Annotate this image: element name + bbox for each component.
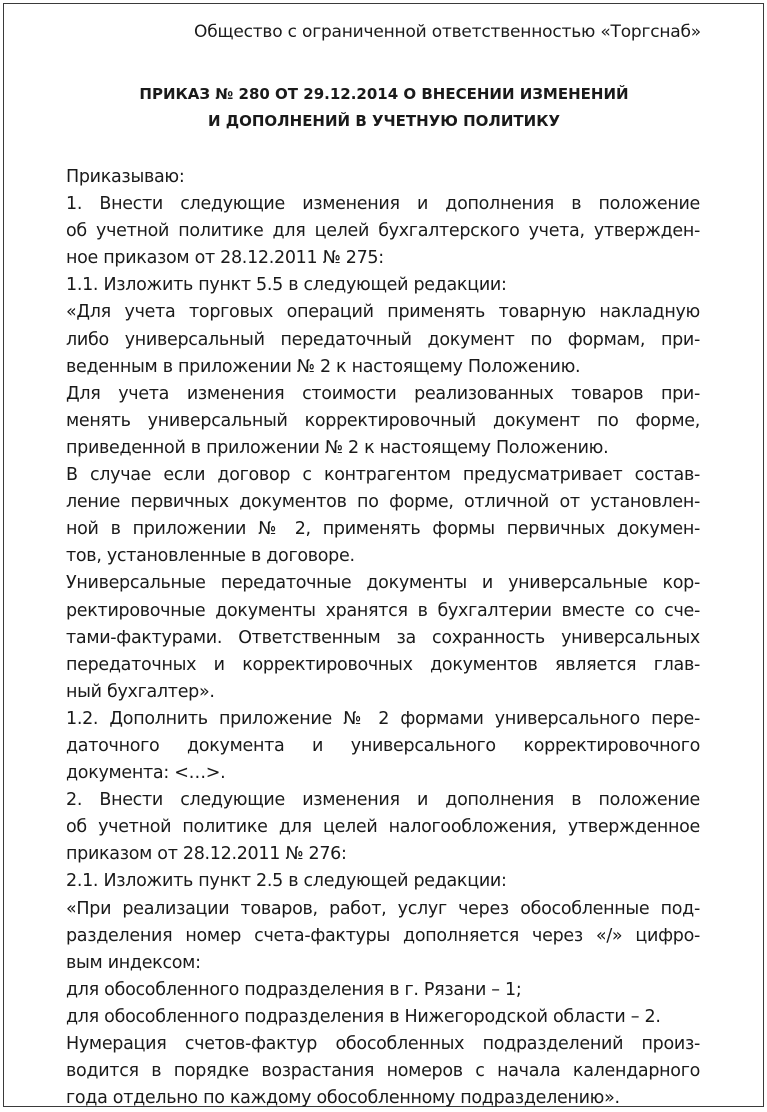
body-line: тов, установленные в договоре. [66, 546, 355, 567]
body-line: приведенной в приложении № 2 к настоящему Положению. [66, 437, 609, 458]
body-line-preamble: Приказываю: [66, 167, 185, 187]
body-line: ное приказом от 28.12.2011 № 275: [66, 248, 384, 269]
body-line: менять универсальный корректировочный документ по форме, [66, 410, 700, 431]
body-line: «При реализации товаров, работ, услуг через обособленные под- [66, 898, 700, 919]
order-body [66, 164, 700, 1112]
body-line: 2. Внести следующие изменения и дополнения в положение [66, 790, 700, 811]
body-line: ной в приложении № 2, применять формы первичных докумен- [66, 519, 700, 540]
body-line: ректировочные документы хранятся в бухгалтерии вместе со сче- [66, 600, 700, 621]
body-line: передаточных и корректировочных документов является глав- [66, 654, 700, 675]
body-line: тами-фактурами. Ответственным за сохранность универсальных [66, 627, 700, 648]
body-line: Нумерация счетов-фактур обособленных подразделений произ- [66, 1034, 700, 1054]
body-line: для обособленного подразделения в г. Рязани – 1; [66, 979, 522, 1000]
body-line: 2.1. Изложить пункт 2.5 в следующей редакции: [66, 871, 507, 892]
body-line: года отдельно по каждому обособленному подразделению». [66, 1088, 620, 1109]
body-line: водится в порядке возрастания номеров с начала календарного [66, 1061, 700, 1082]
body-line: документа: <…>. [66, 763, 226, 784]
body-line: 1. Внести следующие изменения и дополнения в положение [66, 194, 700, 215]
body-line: либо универсальный передаточный документ по формам, при- [66, 329, 700, 350]
body-line: об учетной политике для целей налогообложения, утвержденное [66, 817, 700, 838]
body-line: Для учета изменения стоимости реализованных товаров при- [66, 383, 700, 404]
body-line: «Для учета торговых операций применять товарную накладную [66, 302, 700, 323]
body-line: веденным в приложении № 2 к настоящему Положению. [66, 356, 581, 377]
body-line: ление первичных документов по форме, отличной от установлен- [66, 492, 700, 513]
body-line: разделения номер счета-фактуры дополняется через «/» цифро- [66, 925, 700, 946]
body-line: для обособленного подразделения в Нижегородской области – 2. [66, 1006, 661, 1027]
body-line: об учетной политике для целей бухгалтерского учета, утвержден- [66, 221, 700, 242]
order-title-line-2: И ДОПОЛНЕНИЙ В УЧЕТНУЮ ПОЛИТИКУ [207, 112, 561, 130]
body-line: ный бухгалтер». [66, 681, 215, 702]
body-line: вым индексом: [66, 952, 201, 973]
body-line: приказом от 28.12.2011 № 276: [66, 844, 347, 865]
order-title-line-1: ПРИКАЗ № 280 ОТ 29.12.2014 О ВНЕСЕНИИ ИЗМЕНЕНИЙ [139, 85, 629, 103]
body-line: 1.1. Изложить пункт 5.5 в следующей редакции: [66, 275, 507, 296]
body-line: 1.2. Дополнить приложение № 2 формами универсального пере- [66, 708, 700, 729]
body-line: Универсальные передаточные документы и универсальные кор- [66, 573, 700, 594]
body-line: даточного документа и универсального корректировочного [66, 735, 700, 756]
organization-name: Общество с ограниченной ответственностью «Торгснаб» [194, 22, 701, 42]
body-line: В случае если договор с контрагентом предусматривает состав- [66, 465, 700, 486]
